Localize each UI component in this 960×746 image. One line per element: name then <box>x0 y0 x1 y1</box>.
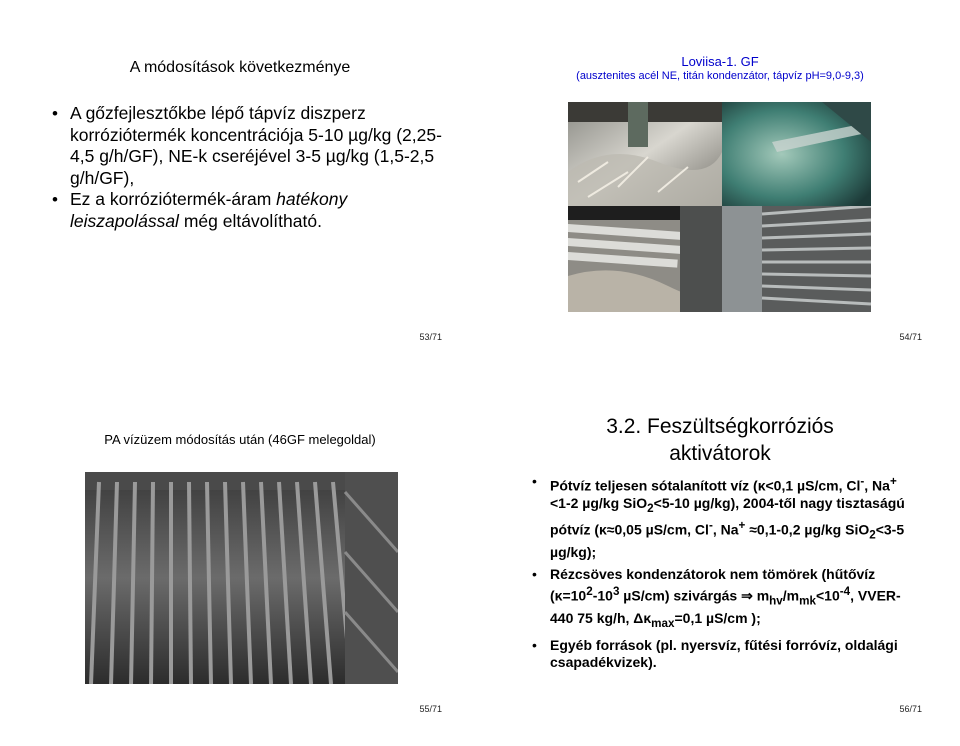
slide-53 <box>0 0 480 373</box>
slide-title: Loviisa-1. GF <box>681 54 759 69</box>
teal-surface-photo <box>722 102 871 206</box>
sup: - <box>860 475 865 488</box>
text: <10 <box>815 588 840 605</box>
page-number: 55/71 <box>419 704 442 714</box>
bullet-item <box>532 637 912 672</box>
bullet-item <box>532 566 912 633</box>
page-number: 56/71 <box>899 704 922 714</box>
title-line: aktivátorok <box>669 442 771 465</box>
text: ≈0,1-0,2 µg/kg SiO <box>745 522 870 539</box>
text: <5-10 µg/kg), 2004-től nagy tisztaságú pótvíz (κ≈0,05 µS/cm, Cl <box>550 495 905 539</box>
sub: hv <box>769 594 783 608</box>
text: Rézcsöves kondenzátorok nem tömörek (hűtővíz (κ=10 <box>550 565 876 605</box>
text: µS/cm) szivárgás ⇒ m <box>619 588 770 605</box>
page-number: 54/71 <box>899 332 922 342</box>
title-line: 3.2. Feszültségkorróziós <box>606 415 834 438</box>
bullet-item <box>532 473 912 562</box>
bullet-text: még eltávolítható. <box>178 210 322 231</box>
slide-title: A módosítások következménye <box>129 59 351 76</box>
slide-subtitle: (ausztenites acél NE, titán kondenzátor, tápvíz pH=9,0-9,3) <box>576 70 864 82</box>
text: , Na <box>712 522 739 539</box>
bullet-list <box>52 103 452 232</box>
text: /m <box>782 588 800 605</box>
bullet-text: Ez a korróziótermék-áram <box>70 189 277 209</box>
text: -10 <box>592 588 613 605</box>
sub: 2 <box>647 501 654 515</box>
text: <1-2 µg/kg SiO <box>550 495 648 512</box>
sub: mk <box>799 594 816 608</box>
bullet-item <box>52 103 452 189</box>
bullet-text: A gőzfejlesztőkbe lépő tápvíz diszperz korróziótermék koncentrációja 5-10 µg/kg (2,25-4,5 g/h/GF), NE-k cseréjével 3-5 µg/kg (1,5-2,5 g/h/GF), <box>70 103 442 188</box>
sub: 2 <box>869 528 876 542</box>
bullet-emphasis: hatékony leiszapolással <box>70 189 348 231</box>
slide-56 <box>480 373 960 746</box>
sup: - <box>708 519 713 533</box>
slide-title <box>480 413 960 467</box>
tube-rack-photo <box>85 472 398 684</box>
slide-title: PA vízüzem módosítás után (46GF melegoldal) <box>104 432 376 447</box>
deposit-tubes-photo <box>568 206 722 312</box>
text: Pótvíz teljesen sótalanított víz (κ<0,1 µS/cm, Cl <box>550 477 861 494</box>
sup: + <box>738 519 746 533</box>
corrosion-deposit-photo <box>568 102 722 206</box>
sup: -4 <box>839 585 851 599</box>
text: , Na <box>864 477 890 494</box>
slide-55 <box>0 373 480 746</box>
sup: 3 <box>612 585 620 599</box>
page-number: 53/71 <box>419 332 442 342</box>
bullet-list <box>532 473 912 676</box>
text: <3-5 µg/kg); <box>550 522 905 561</box>
sub: max <box>651 617 675 631</box>
text: , VVER-440 75 kg/h, Δκ <box>550 588 901 627</box>
text: Egyéb források (pl. nyersvíz, fűtési forróvíz, oldalági csapadékvizek). <box>550 636 898 671</box>
sup: 2 <box>586 585 593 599</box>
bullet-item <box>52 189 452 232</box>
tube-sheet-photo <box>722 206 871 312</box>
text: =0,1 µS/cm ); <box>674 610 761 627</box>
sup: + <box>889 475 897 488</box>
slide-54 <box>480 0 960 373</box>
